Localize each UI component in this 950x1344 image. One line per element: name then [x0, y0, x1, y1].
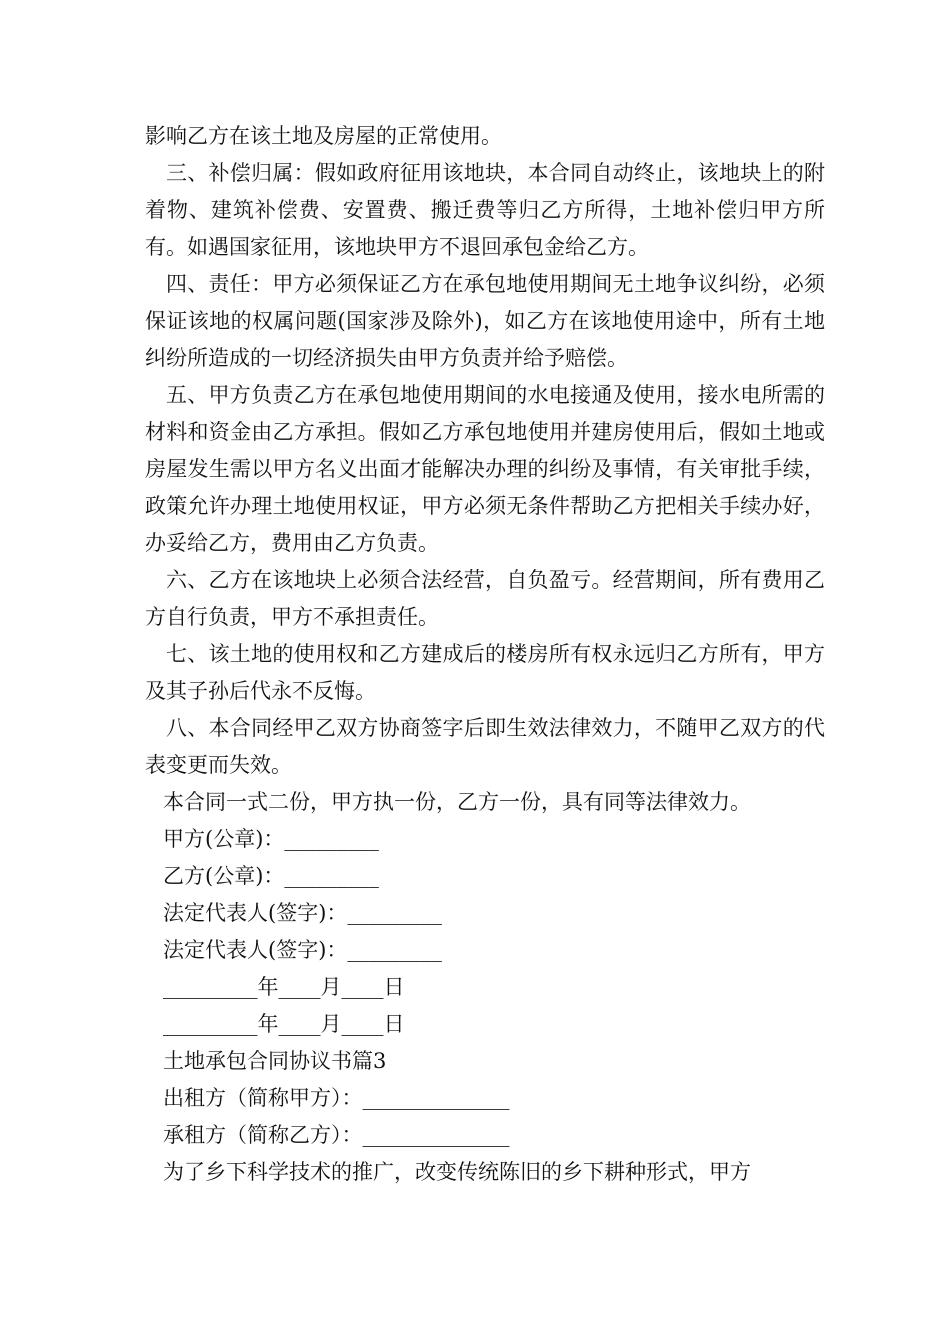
clause-seven-ownership: 七、该土地的使用权和乙方建成后的楼房所有权永远归乙方所有，甲方及其子孙后代永不反悔。 [145, 642, 825, 703]
clause-three-compensation: 三、补偿归属：假如政府征用该地块，本合同自动终止，该地块上的附着物、建筑补偿费、安置费、搬迁费等归乙方所得，土地补偿归甲方所有。如遇国家征用，该地块甲方不退回承包金给乙方。 [145, 161, 825, 259]
lessor-line: 出租方（简称甲方）：______________ [163, 1086, 510, 1110]
legal-rep-signature-line-2: 法定代表人(签字)：_________ [163, 938, 442, 962]
party-a-seal-line: 甲方(公章)：_________ [163, 827, 379, 851]
section-heading: 土地承包合同协议书篇3 [163, 1049, 387, 1073]
legal-rep-signature-line-1: 法定代表人(签字)：_________ [163, 901, 442, 925]
clause-five-utilities: 五、甲方负责乙方在承包地使用期间的水电接通及使用，接水电所需的材料和资金由乙方承担。假如乙方承包地使用并建房使用后，假如土地或房屋发生需以甲方名义出面才能解决办理的纠纷及事情，有关审批手续，政策允许办理土地使用权证，甲方必须无条件帮助乙方把相关手续办好，办妥给乙方，费用由乙方负责。 [145, 383, 825, 555]
paragraph-continuation: 影响乙方在该土地及房屋的正常使用。 [145, 124, 502, 148]
document-page [145, 118, 825, 1191]
date-line-1: _________年____月____日 [163, 975, 405, 999]
copies-statement: 本合同一式二份，甲方执一份，乙方一份，具有同等法律效力。 [163, 790, 751, 814]
date-line-2: _________年____月____日 [163, 1012, 405, 1036]
clause-eight-validity: 八、本合同经甲乙双方协商签字后即生效法律效力，不随甲乙双方的代表变更而失效。 [145, 716, 825, 777]
clause-six-operation: 六、乙方在该地块上必须合法经营，自负盈亏。经营期间，所有费用乙方自行负责，甲方不承担责任。 [145, 568, 825, 629]
intro-paragraph: 为了乡下科学技术的推广，改变传统陈旧的乡下耕种形式，甲方 [163, 1160, 751, 1184]
clause-four-responsibility: 四、责任：甲方必须保证乙方在承包地使用期间无土地争议纠纷，必须保证该地的权属问题(国家涉及除外)，如乙方在该地使用途中，所有土地纠纷所造成的一切经济损失由甲方负责并给予赔偿。 [145, 272, 825, 370]
lessee-line: 承租方（简称乙方）：______________ [163, 1123, 510, 1147]
party-b-seal-line: 乙方(公章)：_________ [163, 864, 379, 888]
